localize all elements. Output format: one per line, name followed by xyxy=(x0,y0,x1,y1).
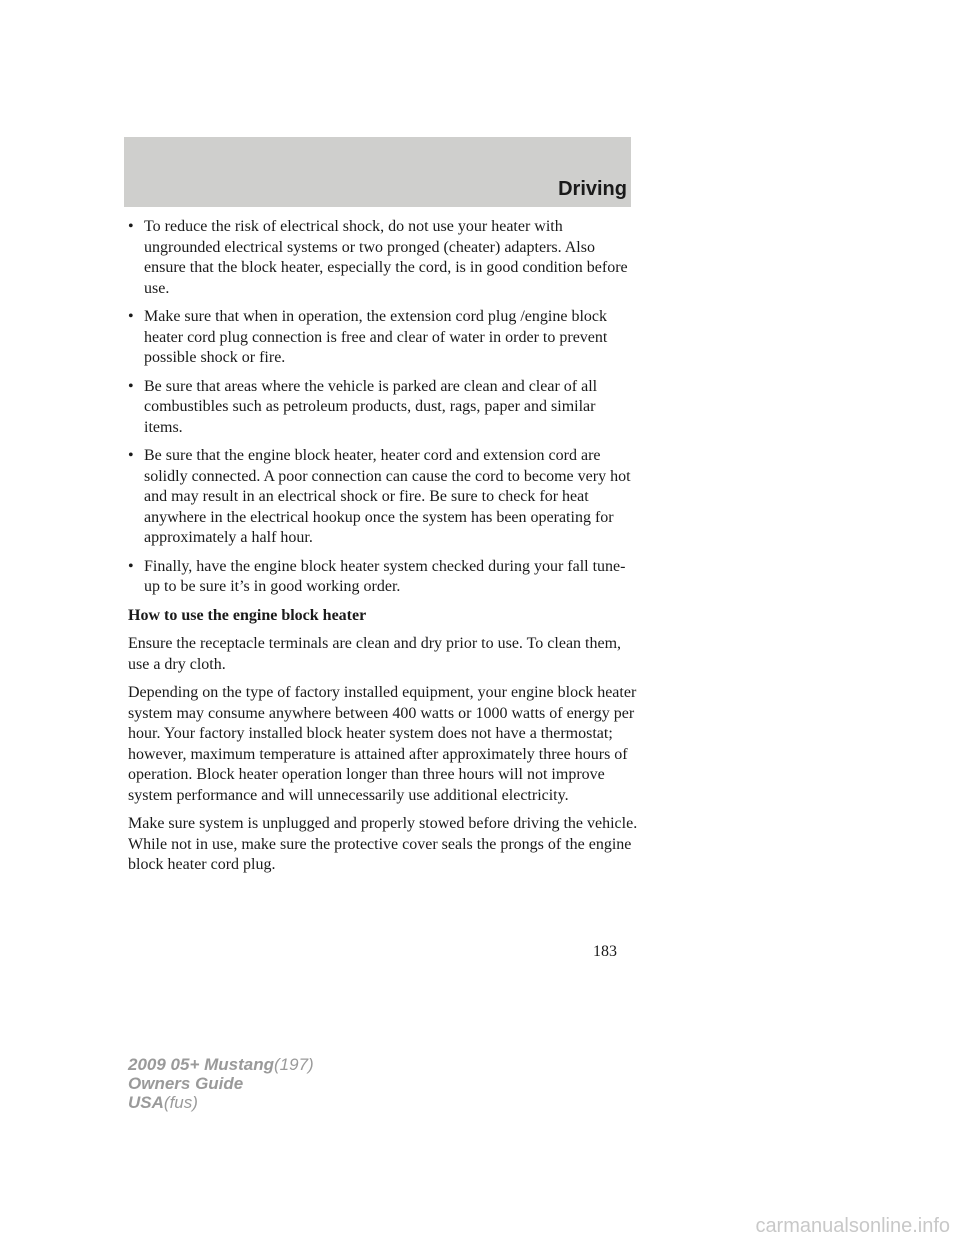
section-header-band xyxy=(124,137,631,207)
bullet-text: Make sure that when in operation, the extension cord plug /engine block heater cord plug connection is free and clear of water in order to prevent possible shock or fire. xyxy=(144,308,608,366)
watermark-link[interactable]: carmanualsonline.info xyxy=(755,1215,950,1237)
bullet-text: Be sure that areas where the vehicle is parked are clean and clear of all combustibles such as petroleum products, dust, rags, paper and similar items. xyxy=(144,377,598,436)
bullet-text: To reduce the risk of electrical shock, do not use your heater with ungrounded electrical systems or two pronged (cheater) adapters. Also ensure that the block heater, especially the cord, is in good condition before use. xyxy=(144,218,628,297)
bullet-item xyxy=(128,446,638,549)
bullet-icon: • xyxy=(128,377,134,395)
footer-model: 2009 05+ Mustang xyxy=(128,1055,274,1074)
footer-model-code: (197) xyxy=(274,1055,314,1074)
bullet-item xyxy=(128,557,638,598)
paragraph: Make sure system is unplugged and properly stowed before driving the vehicle. While not in use, make sure the protective cover seals the prongs of the engine block heater cord plug. xyxy=(128,815,638,873)
subheading: How to use the engine block heater xyxy=(128,606,367,624)
bullet-text: Be sure that the engine block heater, heater cord and extension cord are solidly connected. A poor connection can cause the cord to become very hot and may result in an electrical shock or fire. Be sure to check for heat anywhere in the electrical hookup once the system has been operating for approximately a half hour. xyxy=(144,447,631,546)
bullet-list xyxy=(128,217,638,598)
page-number: 183 xyxy=(593,943,617,960)
footer-line-guide xyxy=(128,1074,314,1093)
paragraph: Depending on the type of factory installed equipment, your engine block heater system may consume anywhere between 400 watts or 1000 watts of energy per hour. Your factory installed block heater system does not have a thermostat; however, maximum temperature is attained after approximately three hours of operation. Block heater operation longer than three hours will not improve system performance and will unnecessarily use additional electricity. xyxy=(128,684,637,804)
bullet-text: Finally, have the engine block heater system checked during your fall tune-up to be sure it’s in good working order. xyxy=(144,557,626,595)
bullet-icon: • xyxy=(128,308,134,325)
bullet-icon: • xyxy=(128,218,134,235)
section-title: Driving xyxy=(558,178,627,200)
bullet-icon: • xyxy=(128,557,134,575)
footer-line-model xyxy=(128,1055,314,1074)
page-content xyxy=(128,217,638,884)
footer-region-code: (fus) xyxy=(163,1093,198,1112)
footer-region: USA xyxy=(128,1093,164,1112)
footer-guide: Owners Guide xyxy=(128,1074,244,1093)
bullet-item xyxy=(128,307,638,369)
bullet-item xyxy=(128,377,638,439)
document-footer xyxy=(128,1055,314,1112)
footer-line-region xyxy=(128,1093,314,1112)
bullet-item xyxy=(128,217,638,299)
bullet-icon: • xyxy=(128,447,134,464)
paragraph: Ensure the receptacle terminals are clean and dry prior to use. To clean them, use a dry cloth. xyxy=(128,635,622,673)
